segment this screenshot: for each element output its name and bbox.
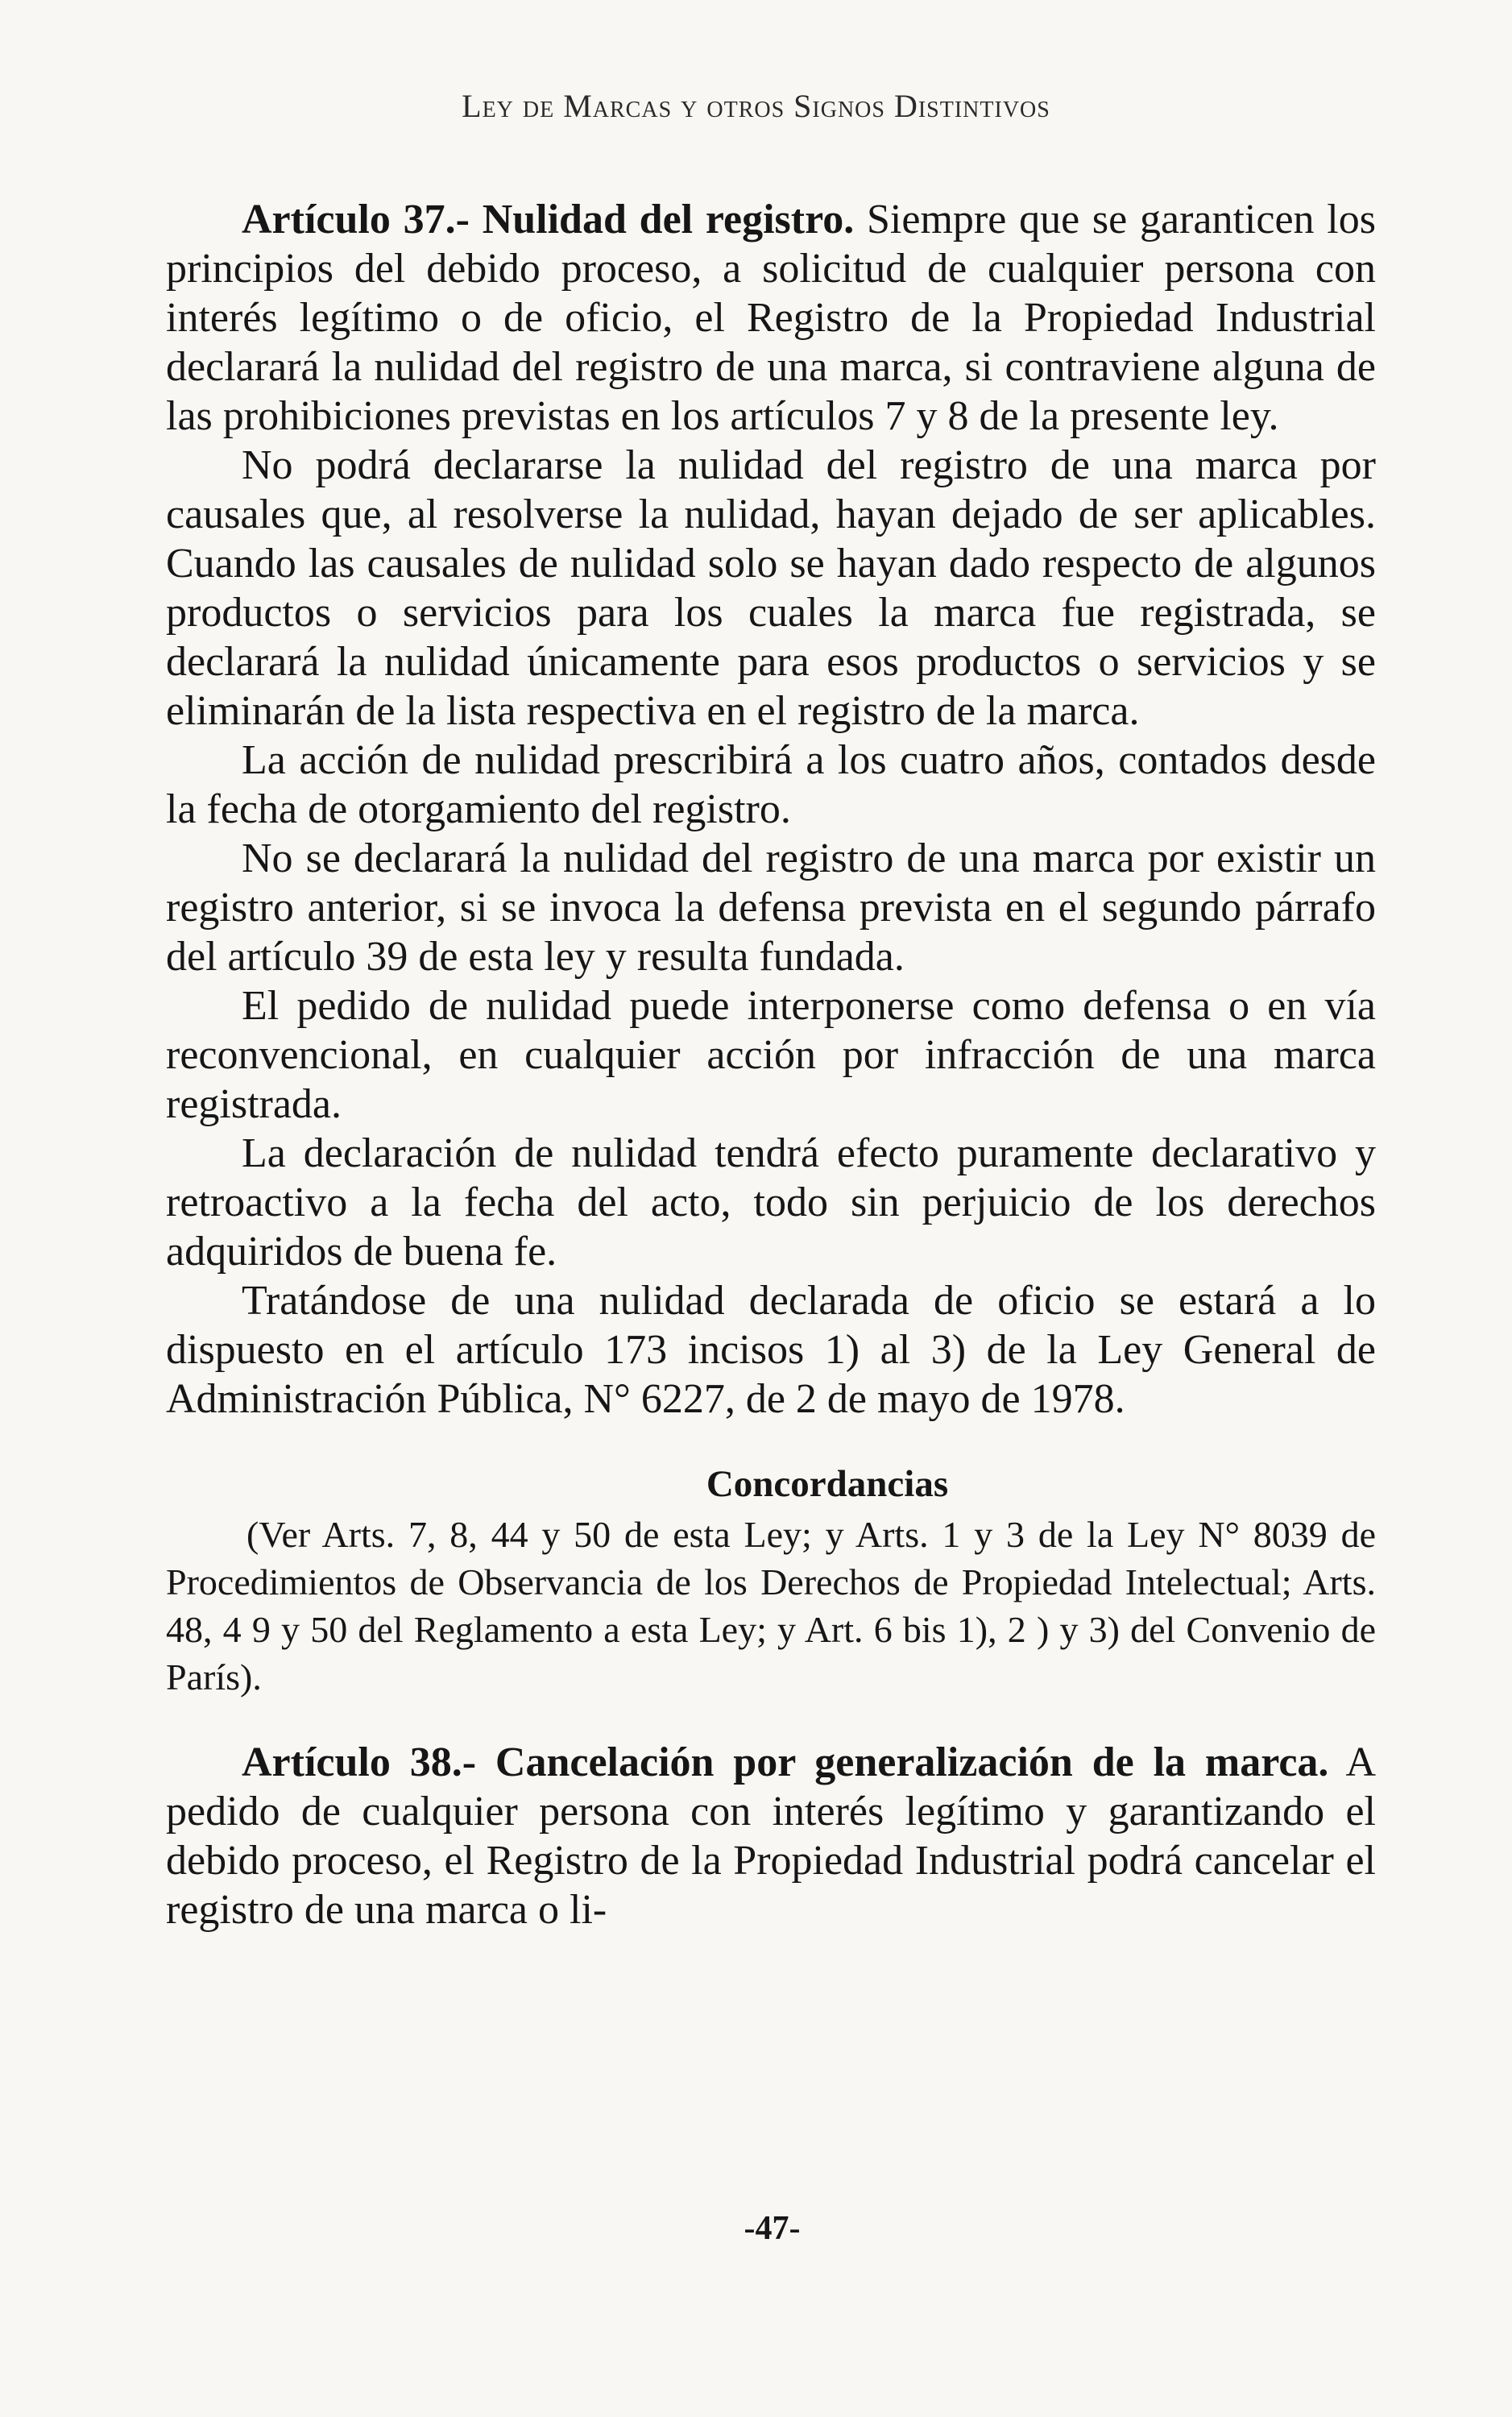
article-38-paragraph-1-text: A pedido de cualquier persona con interés legítimo y garantizando el debido proceso, el Registro de la Propiedad Industrial podrá cancelar el registro de una marca o li- bbox=[166, 1739, 1376, 1933]
article-38-block bbox=[166, 1738, 1376, 1934]
article-37-paragraph-7: Tratándose de una nulidad declarada de oficio se estará a lo dispuesto en el artículo 173 incisos 1) al 3) de la Ley General de Administración Pública, N° 6227, de 2 de mayo de 1978. bbox=[166, 1278, 1376, 1422]
article-38-title: Artículo 38.- Cancelación por generalización de la marca. bbox=[242, 1739, 1329, 1785]
article-37-paragraph-6: La declaración de nulidad tendrá efecto puramente declarativo y retroactivo a la fecha del acto, todo sin perjuicio de los derechos adquiridos de buena fe. bbox=[166, 1130, 1376, 1275]
article-37-paragraph-4: No se declarará la nulidad del registro de una marca por existir un registro anterior, si se invoca la defensa prevista en el segundo párrafo del artículo 39 de esta ley y resulta fundada. bbox=[166, 835, 1376, 980]
article-37-paragraph-5: El pedido de nulidad puede interponerse como defensa o en vía reconvencional, en cualquier acción por infracción de una marca registrada. bbox=[166, 983, 1376, 1127]
page-content bbox=[166, 195, 1376, 1934]
article-37-paragraph-2: No podrá declararse la nulidad del registro de una marca por causales que, al resolverse la nulidad, hayan dejado de ser aplicables. Cuando las causales de nulidad solo se hayan dado respecto de algunos productos o servicios para los cuales la marca fue registrada, se declarará la nulidad únicamente para esos productos o servicios y se eliminarán de la lista respectiva en el registro de la marca. bbox=[166, 442, 1376, 734]
article-38-paragraph-1 bbox=[166, 1738, 1376, 1934]
article-37-title: Artículo 37.- Nulidad del registro. bbox=[242, 197, 855, 243]
article-37-paragraph-3: La acción de nulidad prescribirá a los cuatro años, contados desde la fecha de otorgamiento del registro. bbox=[166, 737, 1376, 832]
article-37-paragraph-1 bbox=[166, 195, 1376, 441]
running-header: Ley de Marcas y otros Signos Distintivos bbox=[462, 88, 1050, 124]
concordancias-heading: Concordancias bbox=[706, 1463, 949, 1505]
article-37-paragraph-1-text: Siempre que se garanticen los principios del debido proceso, a solicitud de cualquier persona con interés legítimo o de oficio, el Registro de la Propiedad Industrial declarará la nulidad del registro de una marca, si contraviene alguna de las prohibiciones previstas en los artículos 7 y 8 de la presente ley. bbox=[166, 197, 1376, 439]
concordancias-text: (Ver Arts. 7, 8, 44 y 50 de esta Ley; y Arts. 1 y 3 de la Ley N° 8039 de Procedimientos de Observancia de los Derechos de Propiedad Intelectual; Arts. 48, 4 9 y 50 del Reglamento a esta Ley; y Art. 6 bis 1), 2 ) y 3) del Convenio de París). bbox=[166, 1514, 1376, 1698]
page-number: -47- bbox=[744, 2210, 801, 2247]
